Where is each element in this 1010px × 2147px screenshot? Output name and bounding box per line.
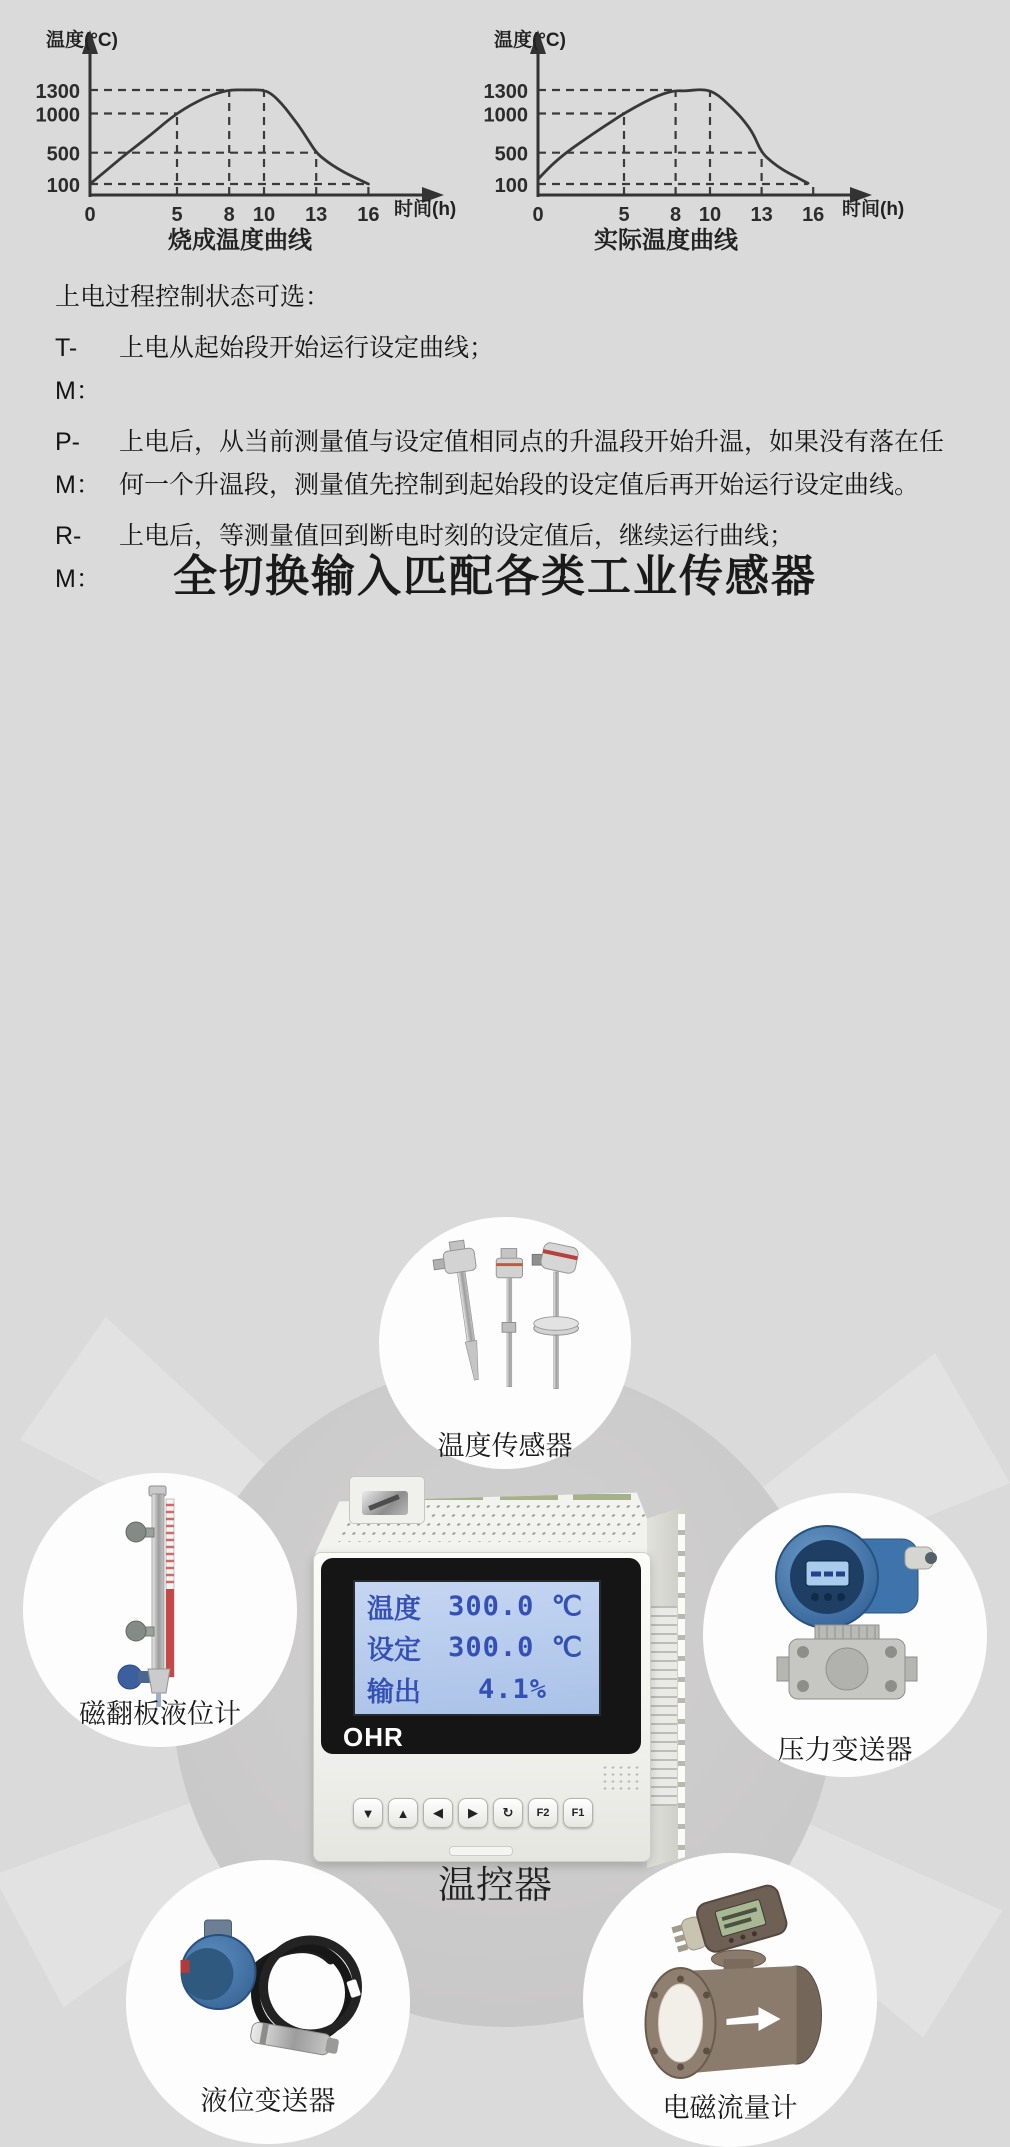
svg-text:0: 0	[84, 204, 95, 226]
svg-text:1000: 1000	[36, 105, 81, 127]
pressure-transmitter-image	[745, 1511, 945, 1726]
svg-text:16: 16	[357, 204, 379, 226]
mode-line-tm	[55, 327, 945, 413]
terminal-screw	[362, 1491, 408, 1515]
mode-prefix: P-M：	[55, 421, 119, 507]
svg-text:温度(°C): 温度(°C)	[494, 28, 566, 51]
sensor-diagram	[0, 600, 990, 1610]
mode-line-pm	[55, 421, 945, 507]
svg-text:8: 8	[670, 204, 681, 226]
device-side-panel	[647, 1506, 685, 1868]
svg-text:16: 16	[802, 204, 824, 226]
lcd-label: 输出	[367, 1670, 421, 1709]
speaker-dot-grid	[601, 1764, 643, 1794]
lcd-value: 300.0 ℃	[448, 1591, 583, 1622]
svg-text:1300: 1300	[484, 81, 529, 103]
terminal-strip	[573, 1494, 631, 1500]
lcd-label: 设定	[367, 1628, 421, 1667]
front-button-row	[353, 1798, 593, 1828]
f1-button: F1	[563, 1798, 593, 1828]
sensor-label: 电磁流量计	[583, 2086, 877, 2125]
sensor-label: 磁翻板液位计	[23, 1692, 297, 1731]
temperature-sensor-image	[405, 1233, 605, 1413]
sensor-bubble-pressure	[703, 1493, 987, 1777]
svg-text:时间(h): 时间(h)	[842, 197, 904, 220]
svg-text:5: 5	[618, 204, 629, 226]
svg-text:实际温度曲线: 实际温度曲线	[594, 226, 739, 254]
svg-text:0: 0	[532, 204, 543, 226]
terminal-strip	[500, 1494, 558, 1500]
svg-text:100: 100	[47, 175, 80, 197]
svg-text:13: 13	[305, 204, 327, 226]
svg-text:时间(h): 时间(h)	[394, 197, 456, 220]
temperature-charts	[0, 6, 990, 262]
brand-logo: OHR	[343, 1722, 404, 1753]
actual-temperature-chart	[460, 6, 990, 256]
svg-text:烧成温度曲线: 烧成温度曲线	[167, 226, 313, 254]
mode-text: 上电从起始段开始运行设定曲线；	[119, 327, 945, 413]
svg-text:5: 5	[171, 204, 182, 226]
mode-prefix: T-M：	[55, 327, 119, 413]
lcd-label: 温度	[367, 1587, 421, 1626]
level-transmitter-image	[161, 1888, 376, 2083]
left-arrow-button: ◀	[423, 1798, 453, 1828]
svg-text:10: 10	[699, 204, 721, 226]
magnetic-level-gauge-image	[80, 1481, 240, 1716]
f2-button: F2	[528, 1798, 558, 1828]
sensor-label: 压力变送器	[703, 1728, 987, 1767]
lcd-row-setpoint	[367, 1628, 587, 1667]
mode-text: 上电后，从当前测量值与设定值相同点的升温段开始升温，如果没有落在任何一个升温段，测量值先控制到起始段的设定值后再开始运行设定曲线。	[119, 421, 945, 507]
lcd-row-temperature	[367, 1587, 587, 1626]
svg-text:100: 100	[495, 175, 528, 197]
din-terminal-block	[349, 1476, 425, 1524]
lcd-value: 4.1%	[478, 1674, 547, 1705]
svg-text:1000: 1000	[484, 105, 529, 127]
sensor-bubble-temperature	[379, 1217, 631, 1469]
svg-text:500: 500	[495, 144, 528, 166]
mode-text: 上电后，等测量值回到断电时刻的设定值后，继续运行曲线；	[119, 515, 945, 601]
side-notches	[678, 1514, 685, 1860]
cycle-button: ↻	[493, 1798, 523, 1828]
firing-temperature-chart	[0, 6, 460, 256]
svg-text:8: 8	[224, 204, 235, 226]
svg-text:13: 13	[750, 204, 772, 226]
section-heading: 全切换输入匹配各类工业传感器	[0, 540, 990, 604]
lcd-screen	[353, 1580, 601, 1716]
svg-text:500: 500	[47, 144, 80, 166]
side-label-sticker	[651, 1606, 677, 1806]
temperature-controller	[313, 1476, 685, 1874]
right-arrow-button: ▶	[458, 1798, 488, 1828]
up-arrow-button: ▲	[388, 1798, 418, 1828]
mode-prefix: R-M：	[55, 515, 119, 601]
sensor-bubble-level-gauge	[23, 1473, 297, 1747]
svg-text:温度(°C): 温度(°C)	[46, 28, 118, 51]
modes-intro: 上电过程控制状态可选：	[55, 276, 945, 319]
controller-label: 温控器	[0, 1854, 990, 1909]
lcd-value: 300.0 ℃	[448, 1632, 583, 1663]
down-arrow-button: ▼	[353, 1798, 383, 1828]
svg-text:10: 10	[253, 204, 275, 226]
svg-text:1300: 1300	[36, 81, 81, 103]
sensor-label: 液位变送器	[126, 2079, 410, 2118]
sensor-label: 温度传感器	[379, 1424, 631, 1463]
lcd-row-output	[367, 1670, 587, 1709]
terminal-strip	[425, 1494, 483, 1500]
